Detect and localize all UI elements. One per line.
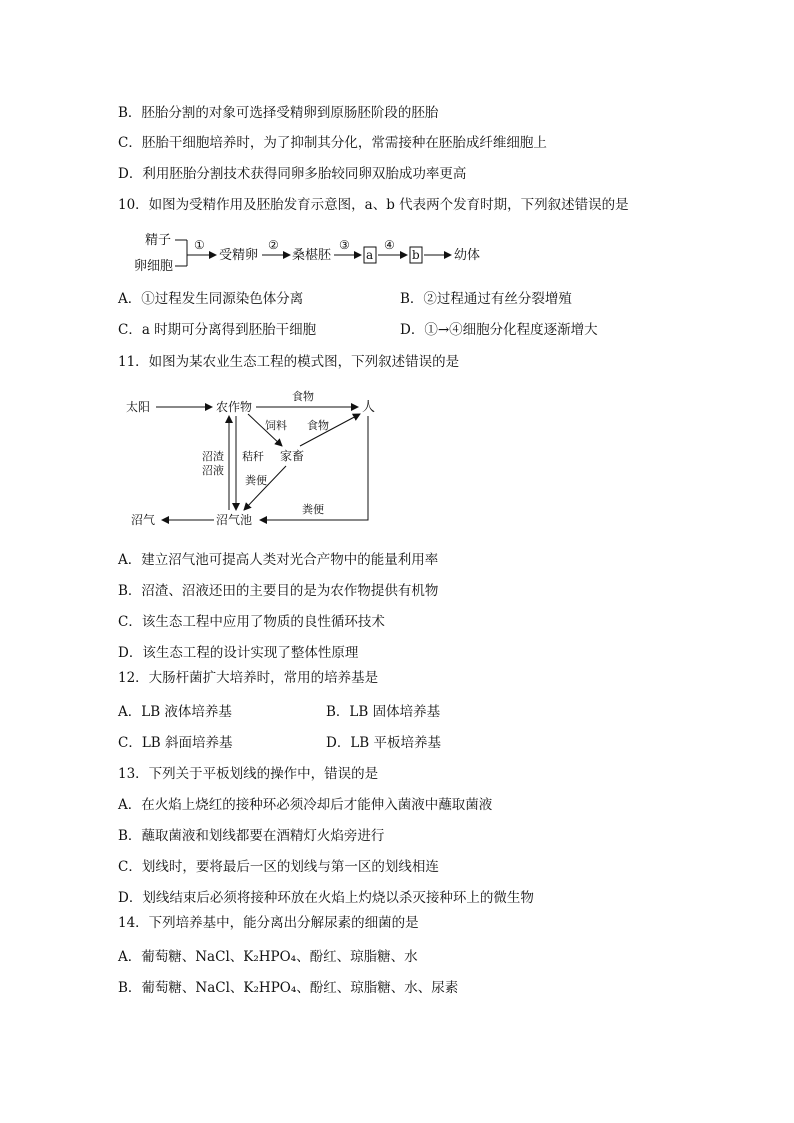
manure-right-label: 粪便 xyxy=(302,503,324,516)
step-1-label: ① xyxy=(194,238,205,252)
q9-option-d: D．利用胚胎分割技术获得同卵多胎较同卵双胎成功率更高 xyxy=(118,166,467,182)
straw-label: 秸秆 xyxy=(242,450,264,463)
food-mid-label: 食物 xyxy=(307,419,329,432)
q10-option-c: C．a 时期可分离得到胚胎干细胞 xyxy=(118,322,317,338)
step-2-label: ② xyxy=(268,238,279,252)
q9-option-b: B．胚胎分割的对象可选择受精卵到原肠胚阶段的胚胎 xyxy=(118,105,439,121)
q13-option-d: D．划线结束后必须将接种环放在火焰上灼烧以杀灭接种环上的微生物 xyxy=(118,890,534,906)
feed-label: 饲料 xyxy=(265,419,287,432)
q13-option-b: B．蘸取菌液和划线都要在酒精灯火焰旁进行 xyxy=(118,828,385,844)
q13-option-c: C．划线时，要将最后一区的划线与第一区的划线相连 xyxy=(118,859,439,875)
q10-option-b: B．②过程通过有丝分裂增殖 xyxy=(400,291,572,307)
q11-stem: 11．如图为某农业生态工程的模式图，下列叙述错误的是 xyxy=(118,354,460,370)
human-label: 人 xyxy=(362,400,376,415)
residue-label: 沼渣 xyxy=(202,450,224,463)
zygote-label: 受精卵 xyxy=(219,248,259,263)
step-3-label: ③ xyxy=(339,238,350,252)
stage-b-label: b xyxy=(412,248,420,262)
q13-option-a: A．在火焰上烧红的接种环必须冷却后才能伸入菌液中蘸取菌液 xyxy=(118,797,493,813)
q12-option-c: C．LB 斜面培养基 xyxy=(118,735,233,751)
q9-option-c: C．胚胎干细胞培养时，为了抑制其分化，常需接种在胚胎成纤维细胞上 xyxy=(118,135,547,151)
eco-engineering-diagram xyxy=(0,380,794,530)
q12-option-a: A．LB 液体培养基 xyxy=(118,704,232,720)
q13-stem: 13．下列关于平板划线的操作中，错误的是 xyxy=(118,766,379,782)
q10-stem: 10．如图为受精作用及胚胎发育示意图，a、b 代表两个发育时期，下列叙述错误的是 xyxy=(118,197,629,213)
sperm-label: 精子 xyxy=(145,233,172,248)
sun-label: 太阳 xyxy=(126,400,151,414)
q12-option-d: D．LB 平板培养基 xyxy=(326,735,442,751)
q10-option-d: D．①→④细胞分化程度逐渐增大 xyxy=(400,322,598,338)
q14-option-b: B．葡萄糖、NaCl、K₂HPO₄、酚红、琼脂糖、水、尿素 xyxy=(118,980,459,996)
q11-option-d: D．该生态工程的设计实现了整体性原理 xyxy=(118,645,359,661)
livestock-label: 家畜 xyxy=(280,449,305,463)
q10-option-a: A．①过程发生同源染色体分离 xyxy=(118,291,304,307)
food-top-label: 食物 xyxy=(292,390,314,403)
liquid-label: 沼液 xyxy=(202,464,224,477)
q12-option-b: B．LB 固体培养基 xyxy=(326,704,441,720)
step-4-label: ④ xyxy=(384,238,395,252)
larva-label: 幼体 xyxy=(454,248,481,263)
fertilization-diagram xyxy=(0,0,794,280)
manure-left-label: 粪便 xyxy=(245,474,267,487)
egg-label: 卵细胞 xyxy=(134,259,174,274)
biogas-label: 沼气 xyxy=(131,513,156,527)
q11-option-b: B．沼渣、沼液还田的主要目的是为农作物提供有机物 xyxy=(118,583,439,599)
digester-label: 沼气池 xyxy=(216,513,253,527)
q14-stem: 14．下列培养基中，能分离出分解尿素的细菌的是 xyxy=(118,915,419,931)
q11-option-c: C．该生态工程中应用了物质的良性循环技术 xyxy=(118,614,385,630)
morula-label: 桑椹胚 xyxy=(292,248,332,263)
crops-label: 农作物 xyxy=(216,400,253,414)
q11-option-a: A．建立沼气池可提高人类对光合产物中的能量利用率 xyxy=(118,552,439,568)
q14-option-a: A．葡萄糖、NaCl、K₂HPO₄、酚红、琼脂糖、水 xyxy=(118,949,418,965)
q12-stem: 12．大肠杆菌扩大培养时，常用的培养基是 xyxy=(118,670,379,686)
stage-a-label: a xyxy=(366,248,374,262)
